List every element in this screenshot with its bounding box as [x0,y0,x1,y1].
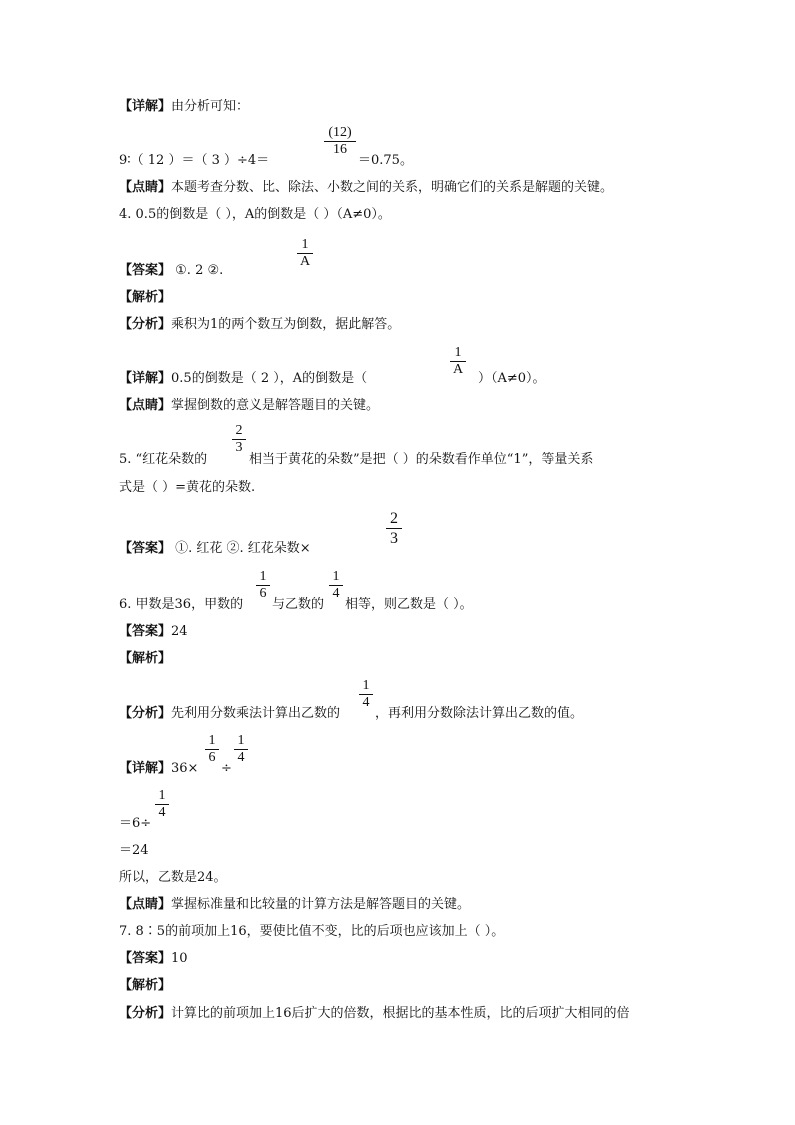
answer-tag: 【答案】 [119,951,172,966]
detail-6-step [119,815,151,833]
detail-tag: 【详解】 [119,99,172,114]
analysis-tag: 【解析】 [119,978,172,993]
fraction-numerator: 1 [362,678,370,693]
detail-tag: 【详解】 [119,761,172,776]
answer-7 [119,950,188,968]
answer-4-text: ①. 2 ②. [171,263,224,278]
detail-6-divide [221,760,232,778]
analysis-7-heading [119,977,171,995]
detail-6-text-c: ＝6÷ [119,816,152,831]
detail-4-end-text: ）（A≠0）。 [478,371,546,386]
fraction-numerator: 1 [158,788,166,803]
detail-4-end [478,370,546,388]
detail-6-text-a: 36× [171,761,199,776]
fraction-numerator: 1 [237,733,245,748]
fraction-numerator: (12) [328,125,352,140]
analysis-sub-tag: 【分析】 [119,706,172,721]
fraction-2-3-answer [386,510,402,547]
fraction-1-4-question [329,570,343,601]
fraction-2-3-question [232,424,246,455]
detail-4 [119,370,367,388]
detail-4-text: 0.5的倒数是（ 2 ），A的倒数是（ [171,371,368,386]
fraction-1-4-step [155,789,169,820]
analysis-4-text: 乘积为1的两个数互为倒数，据此解答。 [171,317,401,332]
analysis-6-heading [119,650,171,668]
fraction-denominator: 4 [332,586,340,601]
detail-6 [119,760,198,778]
fraction-1-4-detail [234,734,248,765]
fraction-denominator: 6 [208,750,216,765]
answer-6-text: 24 [171,624,188,639]
question-7-text: 7. 8∶5的前项加上16，要使比值不变，比的后项也应该加上（ ）。 [119,924,505,939]
answer-5-text: ①. 红花 ②. 红花朵数× [171,541,311,556]
analysis-tag: 【解析】 [119,290,172,305]
detail-6-text-e: 所以，乙数是24。 [119,870,227,885]
tip-6 [119,896,470,914]
fraction-denominator: 4 [158,805,166,820]
tip-4-text: 掌握倒数的意义是解答题目的关键。 [171,398,380,413]
tip-tag: 【点睛】 [119,897,172,912]
fraction-12-16 [324,126,356,157]
question-5-text-a: 5. “红花朵数的 [119,452,208,467]
fraction-denominator: A [299,254,311,269]
question-7 [119,923,504,941]
question-6-start [119,596,243,614]
answer-5 [119,540,311,558]
analysis-6 [119,705,340,723]
analysis-4-heading [119,289,171,307]
analysis-4 [119,316,400,334]
tip-tag: 【点睛】 [119,398,172,413]
fraction-denominator: 3 [235,440,243,455]
question-5-text-b: 相当于黄花的朵数”是把（ ）的朵数看作单位“1”，等量关系 [249,452,594,467]
answer-tag: 【答案】 [119,541,172,556]
analysis-tag: 【解析】 [119,651,172,666]
answer-4 [119,262,223,280]
fraction-denominator: A [452,362,464,377]
fraction-1-4-analysis [359,679,373,710]
detail-6-conclusion [119,869,227,887]
fraction-numerator: 1 [208,733,216,748]
fraction-numerator: 1 [454,345,462,360]
fraction-1-A-answer [297,238,313,269]
analysis-6-text-b: ，再利用分数除法计算出乙数的值。 [375,706,584,721]
analysis-6-text-a: 先利用分数乘法计算出乙数的 [171,706,341,721]
detail-6-text-d: ＝24 [119,843,149,858]
question-6-text-a: 6. 甲数是36，甲数的 [119,597,244,612]
analysis-7 [119,1005,630,1023]
detail-tag: 【详解】 [119,371,172,386]
tip-tag: 【点睛】 [119,180,172,195]
fraction-numerator: 1 [259,569,267,584]
detail-6-result [119,842,149,860]
fraction-denominator: 4 [237,750,245,765]
fraction-bar [386,528,402,529]
question-5-start [119,451,207,469]
answer-6 [119,623,188,641]
fraction-1-6-question [256,570,270,601]
analysis-7-text: 计算比的前项加上16后扩大的倍数，根据比的基本性质，比的后项扩大相同的倍 [171,1006,630,1021]
answer-tag: 【答案】 [119,624,172,639]
question-6-mid [272,596,324,614]
question-5-mid [249,451,593,469]
ratio-equation-end [358,152,413,170]
detail-line [119,98,249,116]
analysis-sub-tag: 【分析】 [119,1006,172,1021]
analysis-sub-tag: 【分析】 [119,317,172,332]
question-5-end [119,479,255,497]
divide-sign: ÷ [221,761,232,776]
fraction-numerator: 2 [390,510,398,527]
fraction-1-6-detail [205,734,219,765]
ratio-equation-text: 9∶（ 12 ）＝（ 3 ）÷4＝ [119,153,270,168]
question-6-end [345,596,473,614]
fraction-numerator: 2 [235,423,243,438]
fraction-denominator: 16 [333,142,347,157]
tip-6-text: 掌握标准量和比较量的计算方法是解答题目的关键。 [171,897,471,912]
question-6-text-b: 与乙数的 [272,597,325,612]
tip-line-3 [119,179,613,197]
fraction-numerator: 1 [301,237,309,252]
fraction-denominator: 4 [362,695,370,710]
fraction-1-A-detail [450,346,466,377]
question-4-text: 4. 0.5的倒数是（ ），A的倒数是（ ）（A≠0）。 [119,207,391,222]
detail-text: 由分析可知： [171,99,250,114]
question-6-text-c: 相等，则乙数是（ ）。 [345,597,473,612]
tip-4 [119,397,379,415]
question-4 [119,206,391,224]
analysis-6-end [375,705,583,723]
question-5-text-c: 式是（ ）=黄花的朵数. [119,480,256,495]
ratio-equation-result: ＝0.75。 [358,153,413,168]
answer-tag: 【答案】 [119,263,172,278]
tip-text: 本题考查分数、比、除法、小数之间的关系，明确它们的关系是解题的关键。 [171,180,614,195]
fraction-numerator: 1 [332,569,340,584]
answer-7-text: 10 [171,951,188,966]
ratio-equation [119,152,269,170]
fraction-denominator: 3 [390,530,398,547]
fraction-denominator: 6 [259,586,267,601]
